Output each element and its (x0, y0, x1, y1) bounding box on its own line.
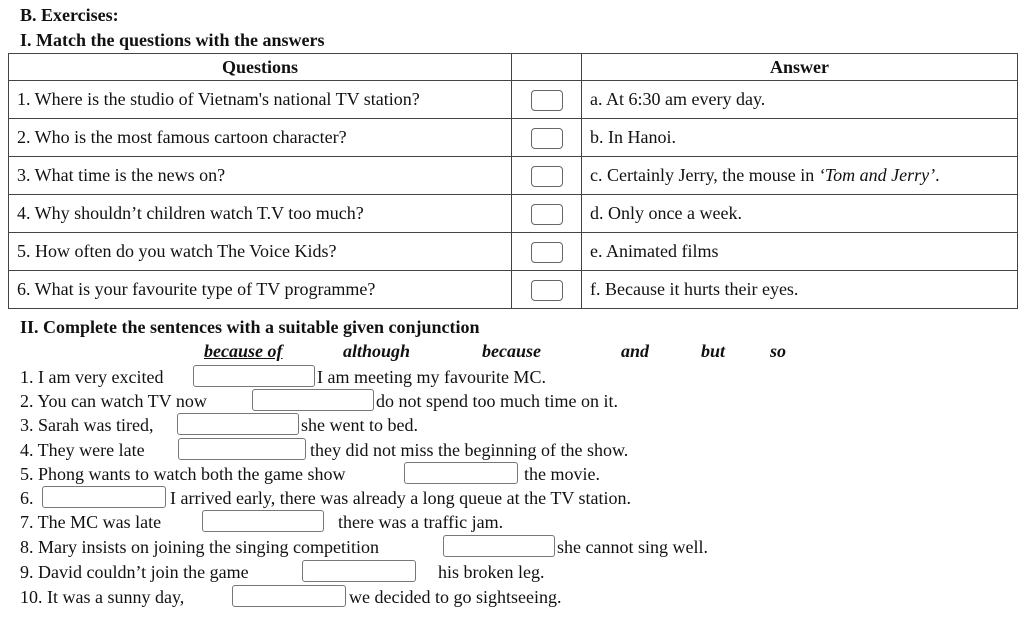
table-row (9, 233, 1018, 271)
questions-header: Questions (9, 54, 512, 81)
match-cell (512, 271, 582, 309)
question-cell: 3. What time is the news on? (9, 157, 512, 195)
sentence-7 (20, 510, 503, 532)
sentence-start: 2. You can watch TV now (20, 391, 207, 411)
conjunction-option: so (770, 341, 787, 361)
answer-blank[interactable] (232, 585, 346, 607)
answer-blank[interactable] (177, 413, 299, 435)
match-answer-box[interactable] (531, 242, 563, 263)
section-title: B. Exercises: (20, 5, 119, 25)
conjunction-option: because (482, 341, 541, 361)
blank-header (512, 54, 582, 81)
sentence-6 (20, 486, 631, 508)
match-cell (512, 119, 582, 157)
match-answer-box[interactable] (531, 166, 563, 187)
sentence-4 (20, 438, 628, 460)
answer-blank[interactable] (443, 535, 555, 557)
sentence-end: we decided to go sightseeing. (349, 587, 562, 607)
match-cell (512, 195, 582, 233)
question-cell: 6. What is your favourite type of TV programme? (9, 271, 512, 309)
answer-blank[interactable] (202, 510, 324, 532)
match-answer-box[interactable] (531, 280, 563, 301)
sentence-end: do not spend too much time on it. (376, 391, 618, 411)
conjunction-option: because of (204, 341, 283, 361)
match-answer-box[interactable] (531, 128, 563, 149)
answer-cell: e. Animated films (582, 233, 1018, 271)
table-header-row (9, 54, 1018, 81)
answer-blank[interactable] (404, 462, 518, 484)
match-cell (512, 81, 582, 119)
sentence-end: they did not miss the beginning of the show. (310, 440, 629, 460)
answer-blank[interactable] (302, 560, 416, 582)
sentence-end: she went to bed. (301, 415, 418, 435)
sentence-3 (20, 413, 418, 435)
table-row (9, 271, 1018, 309)
answer-cell: a. At 6:30 am every day. (582, 81, 1018, 119)
answer-text: c. Certainly Jerry, the mouse in ‘Tom and Jerry’. (590, 165, 940, 185)
sentence-end: his broken leg. (438, 562, 545, 582)
conjunction-option: and (621, 341, 650, 361)
sentence-5 (20, 462, 600, 484)
sentence-end: I arrived early, there was already a long queue at the TV station. (170, 488, 631, 508)
question-cell: 2. Who is the most famous cartoon character? (9, 119, 512, 157)
sentence-end: there was a traffic jam. (338, 512, 504, 532)
table-row (9, 195, 1018, 233)
sentence-9 (20, 560, 544, 582)
sentence-end: I am meeting my favourite MC. (317, 367, 546, 387)
table-row (9, 157, 1018, 195)
sentence-start: 1. I am very excited (20, 367, 164, 387)
match-cell (512, 233, 582, 271)
sentence-start: 5. Phong wants to watch both the game show (20, 464, 346, 484)
question-cell: 1. Where is the studio of Vietnam's national TV station? (9, 81, 512, 119)
answer-blank[interactable] (178, 438, 306, 460)
match-cell (512, 157, 582, 195)
answer-blank[interactable] (42, 486, 166, 508)
match-answer-box[interactable] (531, 90, 563, 111)
answer-blank[interactable] (193, 365, 315, 387)
part1-title: I. Match the questions with the answers (20, 30, 325, 50)
sentence-end: the movie. (524, 464, 600, 484)
match-answer-box[interactable] (531, 204, 563, 225)
sentence-start: 4. They were late (20, 440, 145, 460)
table-row (9, 81, 1018, 119)
answer-cell: b. In Hanoi. (582, 119, 1018, 157)
table-row (9, 119, 1018, 157)
question-cell: 4. Why shouldn’t children watch T.V too much? (9, 195, 512, 233)
answer-cell: d. Only once a week. (582, 195, 1018, 233)
sentence-start: 6. (20, 488, 34, 508)
sentence-start: 8. Mary insists on joining the singing competition (20, 537, 379, 557)
question-cell: 5. How often do you watch The Voice Kids? (9, 233, 512, 271)
sentence-10 (20, 585, 561, 607)
sentence-end: she cannot sing well. (557, 537, 708, 557)
sentence-start: 10. It was a sunny day, (20, 587, 185, 607)
sentence-start: 7. The MC was late (20, 512, 162, 532)
conjunction-option: but (701, 341, 726, 361)
sentence-start: 9. David couldn’t join the game (20, 562, 249, 582)
answer-cell: f. Because it hurts their eyes. (582, 271, 1018, 309)
sentence-8 (20, 535, 708, 557)
part2-title: II. Complete the sentences with a suitable given conjunction (20, 317, 480, 337)
sentence-1 (20, 365, 546, 387)
answer-cell (582, 157, 1018, 195)
conjunction-option: although (343, 341, 411, 361)
match-table (8, 53, 1018, 309)
answer-blank[interactable] (252, 389, 374, 411)
answer-header: Answer (582, 54, 1018, 81)
sentence-2 (20, 389, 618, 411)
sentence-start: 3. Sarah was tired, (20, 415, 154, 435)
